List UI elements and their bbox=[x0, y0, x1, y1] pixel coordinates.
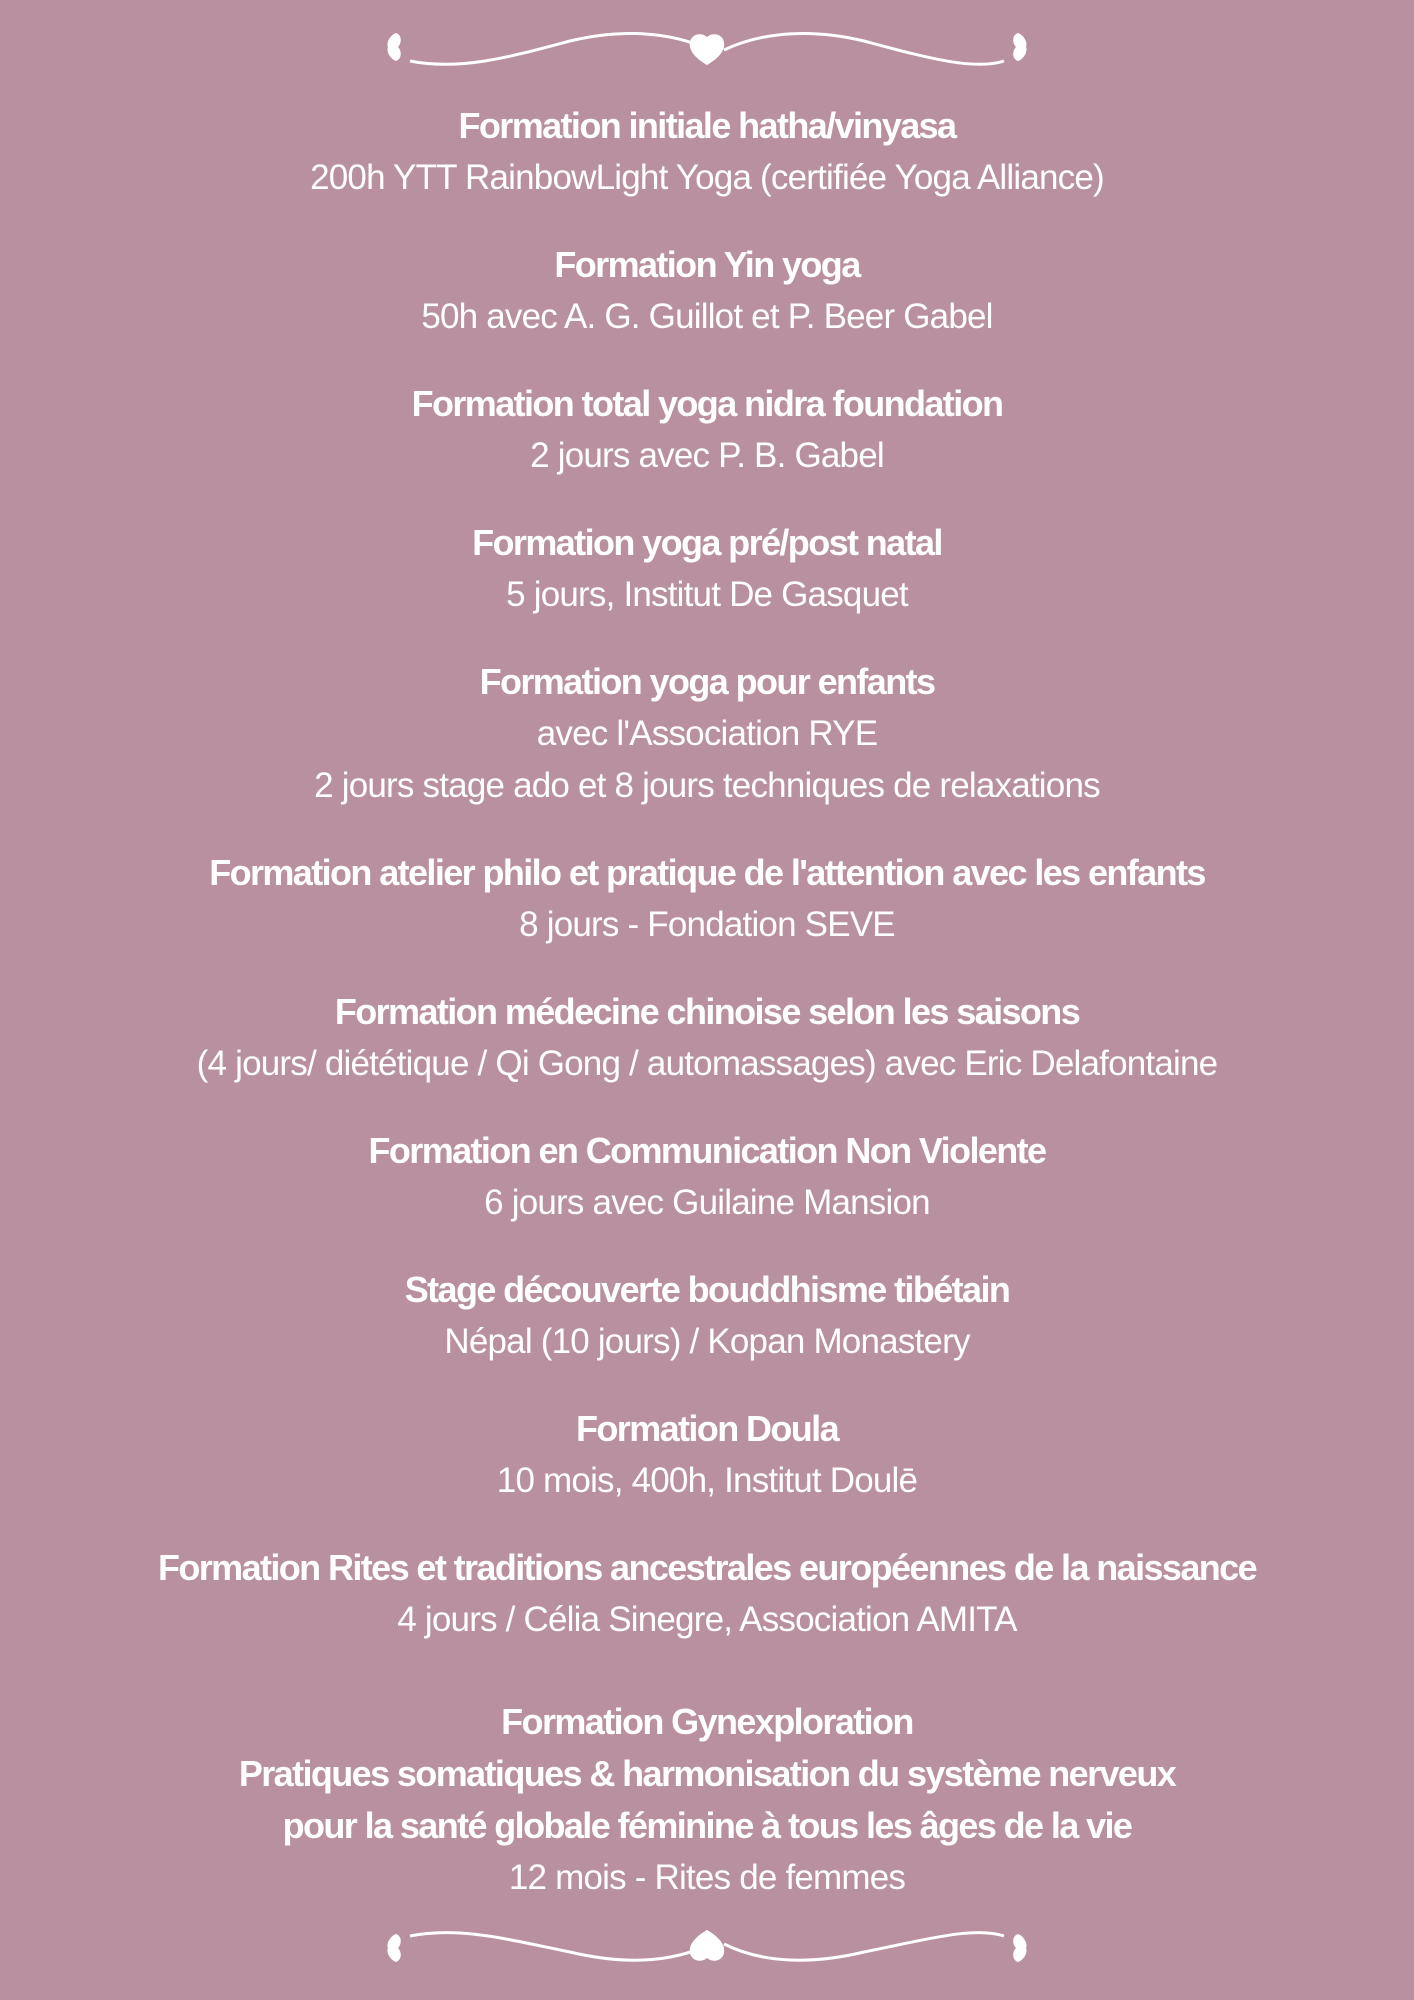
training-title: Formation Doula bbox=[576, 1408, 838, 1449]
training-detail: 8 jours - Fondation SEVE bbox=[519, 905, 895, 944]
training-detail: 200h YTT RainbowLight Yoga (certifiée Yoga Alliance) bbox=[310, 158, 1104, 197]
training-title: Formation total yoga nidra foundation bbox=[411, 383, 1003, 424]
training-detail: 12 mois - Rites de femmes bbox=[508, 1858, 906, 1897]
training-detail: 2 jours avec P. B. Gabel bbox=[530, 436, 884, 475]
heart-flourish-divider-top bbox=[380, 23, 1034, 73]
training-entry bbox=[0, 1696, 1414, 1904]
training-detail: avec l'Association RYE bbox=[536, 714, 878, 753]
training-title: Formation Gynexploration bbox=[501, 1701, 913, 1742]
training-detail: 50h avec A. G. Guillot et P. Beer Gabel bbox=[421, 297, 993, 336]
training-entry bbox=[0, 847, 1414, 951]
training-entry bbox=[0, 517, 1414, 621]
heart-flourish-divider-bottom bbox=[380, 1922, 1034, 1972]
training-detail: 5 jours, Institut De Gasquet bbox=[506, 575, 908, 614]
training-entry bbox=[0, 1542, 1414, 1646]
training-entry bbox=[0, 656, 1414, 812]
training-subtitle: pour la santé globale féminine à tous les âges de la vie bbox=[282, 1805, 1132, 1846]
training-entry bbox=[0, 1264, 1414, 1368]
training-entry bbox=[0, 1125, 1414, 1229]
training-title: Stage découverte bouddhisme tibétain bbox=[404, 1269, 1010, 1310]
training-entry bbox=[0, 100, 1414, 204]
training-title: Formation médecine chinoise selon les saisons bbox=[334, 991, 1080, 1032]
training-subtitle: Pratiques somatiques & harmonisation du système nerveux bbox=[238, 1753, 1176, 1794]
training-detail: 10 mois, 400h, Institut Doulē bbox=[496, 1461, 918, 1500]
training-list bbox=[0, 100, 1414, 1904]
training-title: Formation initiale hatha/vinyasa bbox=[458, 105, 956, 146]
training-detail: 2 jours stage ado et 8 jours techniques de relaxations bbox=[314, 766, 1100, 805]
training-detail: Népal (10 jours) / Kopan Monastery bbox=[444, 1322, 970, 1361]
training-detail: 4 jours / Célia Sinegre, Association AMITA bbox=[397, 1600, 1017, 1639]
training-entry bbox=[0, 239, 1414, 343]
training-title: Formation Rites et traditions ancestrales européennes de la naissance bbox=[157, 1547, 1256, 1588]
training-title: Formation yoga pour enfants bbox=[479, 661, 935, 702]
training-entry bbox=[0, 1403, 1414, 1507]
training-detail: 6 jours avec Guilaine Mansion bbox=[484, 1183, 930, 1222]
training-detail: (4 jours/ diététique / Qi Gong / automassages) avec Eric Delafontaine bbox=[196, 1044, 1218, 1083]
training-title: Formation en Communication Non Violente bbox=[368, 1130, 1046, 1171]
training-title: Formation yoga pré/post natal bbox=[472, 522, 942, 563]
training-entry bbox=[0, 378, 1414, 482]
training-title: Formation Yin yoga bbox=[554, 244, 860, 285]
training-title: Formation atelier philo et pratique de l'attention avec les enfants bbox=[209, 852, 1205, 893]
training-entry bbox=[0, 986, 1414, 1090]
